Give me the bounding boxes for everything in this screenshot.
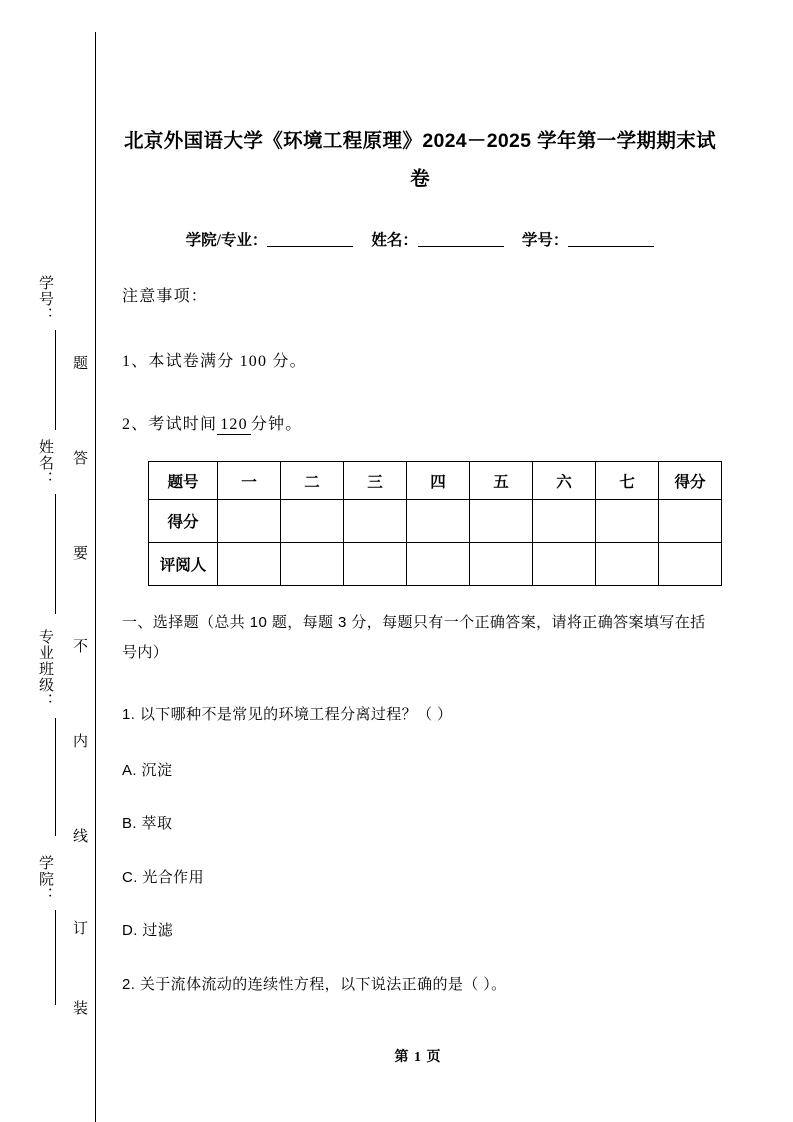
question-1-option-a[interactable]: A. 沉淀 (122, 762, 173, 779)
table-cell-grader-5[interactable] (470, 543, 533, 586)
page-title: 北京外国语大学《环境工程原理》2024－2025 学年第一学期期末试卷 (124, 130, 716, 190)
table-row-header (149, 462, 722, 500)
student-info-line (124, 228, 716, 250)
table-cell-grader-2[interactable] (281, 543, 344, 586)
table-header-total: 得分 (659, 462, 722, 500)
page-number-footer: 第 1 页 (394, 1050, 442, 1065)
table-cell-score-2[interactable] (281, 500, 344, 543)
notes-item-2-suffix: 分钟。 (250, 416, 303, 433)
section-heading-choice: 一、选择题（总共 10 题，每题 3 分，每题只有一个正确答案，请将正确答案填写在括号内） (122, 614, 706, 661)
seal-underline-name (55, 494, 56, 614)
notes-item-2 (122, 411, 302, 435)
seal-char-bu: 不 (71, 638, 87, 653)
table-header-q3: 三 (344, 462, 407, 500)
table-row-score (149, 500, 722, 543)
question-2-stem: 2. 关于流体流动的连续性方程，以下说法正确的是（ ）。 (122, 976, 507, 993)
exam-page-body (122, 0, 722, 1122)
table-cell-grader-1[interactable] (218, 543, 281, 586)
seal-char-ding: 订 (71, 920, 87, 935)
blank-student-id[interactable] (568, 231, 654, 247)
seal-label-name: 姓名： (37, 439, 53, 487)
seal-char-xian: 线 (71, 828, 87, 843)
score-table (148, 461, 722, 586)
table-cell-score-total[interactable] (659, 500, 722, 543)
table-header-q4: 四 (407, 462, 470, 500)
seal-label-student-id: 学号： (37, 275, 53, 323)
table-header-q1: 一 (218, 462, 281, 500)
table-cell-score-6[interactable] (533, 500, 596, 543)
table-cell-grader-total[interactable] (659, 543, 722, 586)
question-1-option-d[interactable]: D. 过滤 (122, 922, 174, 939)
seal-margin (0, 0, 110, 1122)
label-student-id: 学号： (521, 232, 569, 249)
seal-label-class: 专业班级： (37, 629, 53, 709)
seal-char-da: 答 (71, 450, 87, 465)
table-header-q2: 二 (281, 462, 344, 500)
table-header-q6: 六 (533, 462, 596, 500)
seal-underline-class (55, 718, 56, 836)
seal-char-nei: 内 (71, 733, 87, 748)
table-header-q5: 五 (470, 462, 533, 500)
table-rowlabel-score: 得分 (149, 500, 218, 543)
seal-underline-student-id (55, 330, 56, 430)
table-cell-grader-7[interactable] (596, 543, 659, 586)
blank-department[interactable] (267, 231, 353, 247)
notes-heading: 注意事项： (122, 288, 209, 305)
table-header-label: 题号 (149, 462, 218, 500)
table-cell-grader-3[interactable] (344, 543, 407, 586)
label-department: 学院/专业： (185, 232, 268, 249)
notes-exam-duration: 120 (217, 416, 251, 435)
notes-item-1: 1、本试卷满分 100 分。 (122, 353, 307, 370)
table-row-grader (149, 543, 722, 586)
seal-label-department: 学院： (37, 855, 53, 903)
question-1-option-c[interactable]: C. 光合作用 (122, 869, 204, 886)
table-cell-score-4[interactable] (407, 500, 470, 543)
seal-underline-department (55, 910, 56, 1005)
label-name: 姓名： (371, 232, 418, 249)
table-rowlabel-grader: 评阅人 (149, 543, 218, 586)
notes-item-2-prefix: 2、考试时间 (122, 416, 218, 433)
seal-vertical-rule (95, 32, 96, 1122)
table-cell-grader-4[interactable] (407, 543, 470, 586)
table-cell-score-7[interactable] (596, 500, 659, 543)
seal-char-ti: 题 (71, 355, 87, 370)
table-cell-grader-6[interactable] (533, 543, 596, 586)
blank-name[interactable] (418, 231, 504, 247)
table-cell-score-3[interactable] (344, 500, 407, 543)
question-1-stem: 1. 以下哪种不是常见的环境工程分离过程？（ ） (122, 706, 453, 723)
question-1-option-b[interactable]: B. 萃取 (122, 815, 173, 832)
seal-char-zhuang: 装 (71, 1000, 87, 1015)
table-header-q7: 七 (596, 462, 659, 500)
table-cell-score-1[interactable] (218, 500, 281, 543)
seal-char-yao: 要 (71, 545, 87, 560)
table-cell-score-5[interactable] (470, 500, 533, 543)
